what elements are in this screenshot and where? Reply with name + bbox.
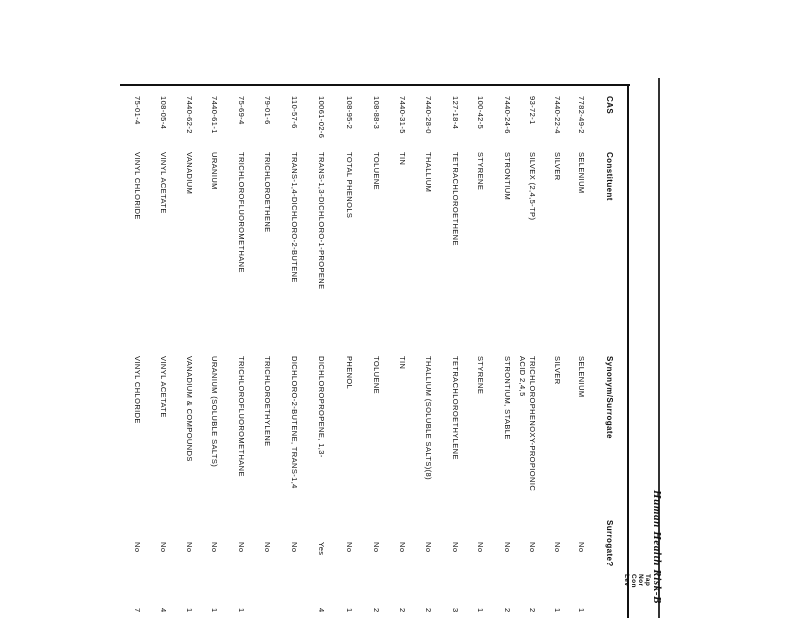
level-cell: 3 [451, 608, 460, 613]
column-header-level-line-2: Nor [637, 574, 644, 587]
constituent-cell: URANIUM [210, 152, 219, 190]
constituent-cell: TIN [398, 152, 407, 166]
surrogate-cell: No [577, 542, 586, 553]
level-cell: 2 [424, 608, 433, 613]
synonym-cell: VINYL CHLORIDE [133, 356, 142, 424]
cas-cell: 7440-31-5 [398, 96, 407, 134]
constituent-cell: SILVER [553, 152, 562, 181]
constituent-cell: TOLUENE [372, 152, 381, 191]
constituent-cell: VINYL ACETATE [159, 152, 168, 214]
cas-cell: 7440-22-4 [553, 96, 562, 134]
cas-cell: 100-42-5 [476, 96, 485, 130]
constituent-cell: TOTAL PHENOLS [345, 152, 354, 219]
constituent-cell: SELENIUM [577, 152, 586, 194]
level-cell: 2 [503, 608, 512, 613]
synonym-cell: PHENOL [345, 356, 354, 390]
synonym-cell: DICHLORO-2-BUTENE, TRANS-1,4 [290, 356, 299, 489]
cas-cell: 75-69-4 [237, 96, 246, 125]
synonym-cell: TRICHLOROPHENOXY-PROPIONIC [528, 356, 537, 492]
level-cell: 1 [577, 608, 586, 613]
cas-cell: 75-01-4 [133, 96, 142, 125]
synonym-cell: STYRENE [476, 356, 485, 395]
header-divider-rule [627, 84, 629, 618]
level-cell: 7 [133, 608, 142, 613]
level-cell: 2 [528, 608, 537, 613]
synonym-cell: SILVER [553, 356, 562, 385]
cas-cell: 7440-24-6 [503, 96, 512, 134]
column-header-level-line-3: Con [630, 574, 637, 588]
cas-cell: 7782-49-2 [577, 96, 586, 134]
surrogate-cell: No [451, 542, 460, 553]
synonym-cell: URANIUM (SOLUBLE SALTS) [210, 356, 219, 468]
surrogate-cell: No [398, 542, 407, 553]
synonym-cell: TOLUENE [372, 356, 381, 395]
constituent-cell: VINYL CHLORIDE [133, 152, 142, 220]
synonym-cell: DICHLOROPROPENE, 1,3- [317, 356, 326, 458]
constituent-cell: STRONTIUM [503, 152, 512, 201]
level-cell: 1 [476, 608, 485, 613]
constituent-cell: SILVEX (2,4,5-TP) [528, 152, 537, 221]
cas-cell: 7440-61-1 [210, 96, 219, 134]
cas-cell: 110-57-6 [290, 96, 299, 129]
surrogate-cell: No [345, 542, 354, 553]
synonym-cell: TRICHLOROFLUOROMETHANE [237, 356, 246, 477]
cas-cell: 93-72-1 [528, 96, 537, 125]
column-header-level-line-1: Tap [644, 574, 651, 587]
surrogate-cell: No [290, 542, 299, 553]
cas-cell: 7440-28-0 [424, 96, 433, 134]
surrogate-cell: No [263, 542, 272, 553]
constituent-cell: THALLIUM [424, 152, 433, 193]
synonym-cell: VINYL ACETATE [159, 356, 168, 418]
constituent-cell: TRANS-1,4-DICHLORO-2-BUTENE [290, 152, 299, 283]
surrogate-cell: No [424, 542, 433, 553]
table-top-rule [120, 84, 630, 86]
surrogate-cell: No [159, 542, 168, 553]
synonym-cell: THALLIUM (SOLUBLE SALTS)(8) [424, 356, 433, 481]
level-cell: 1 [553, 608, 562, 613]
level-cell: 2 [398, 608, 407, 613]
level-cell: 2 [372, 608, 381, 613]
surrogate-cell: Yes [317, 542, 326, 556]
level-cell: 1 [210, 608, 219, 613]
level-cell: 1 [237, 608, 246, 613]
column-header-synonym: Synonym/Surrogate [605, 356, 614, 439]
cas-cell: 127-18-4 [451, 96, 460, 130]
surrogate-cell: No [210, 542, 219, 553]
constituent-cell: TRANS-1,3-DICHLORO-1-PROPENE [317, 152, 326, 290]
surrogate-cell: No [528, 542, 537, 553]
cas-cell: 7440-62-2 [185, 96, 194, 134]
column-header-surrogate: Surrogate? [605, 520, 614, 567]
constituent-cell: TETRACHLOROETHENE [451, 152, 460, 246]
synonym-cell: STRONTIUM, STABLE [503, 356, 512, 440]
constituent-cell: TRICHLOROETHENE [263, 152, 272, 233]
surrogate-cell: No [237, 542, 246, 553]
level-cell: 1 [345, 608, 354, 613]
constituent-cell: STYRENE [476, 152, 485, 191]
column-header-level-line-4: Lev [623, 574, 630, 587]
synonym-cell: TRICHLOROETHYLENE [263, 356, 272, 447]
surrogate-cell: No [553, 542, 562, 553]
surrogate-cell: No [372, 542, 381, 553]
cas-cell: 108-95-2 [345, 96, 354, 130]
level-cell: 4 [317, 608, 326, 613]
column-header-cas: CAS [605, 96, 614, 115]
synonym-cell: SELENIUM [577, 356, 586, 398]
cas-cell: 108-05-4 [159, 96, 168, 130]
surrogate-cell: No [185, 542, 194, 553]
synonym-cell: TIN [398, 356, 407, 370]
cas-cell: 10061-02-6 [317, 96, 326, 139]
column-header-constituent: Constituent [605, 152, 614, 201]
constituent-cell: VANADIUM [185, 152, 194, 195]
surrogate-cell: No [476, 542, 485, 553]
level-cell: 1 [185, 608, 194, 613]
synonym-cell: VANADIUM & COMPOUNDS [185, 356, 194, 462]
synonym-cell: TETRACHLOROETHYLENE [451, 356, 460, 460]
constituent-cell: TRICHLOROFLUOROMETHANE [237, 152, 246, 273]
surrogate-cell: No [133, 542, 142, 553]
cas-cell: 108-88-3 [372, 96, 381, 130]
synonym-cell-continued: ACID 2,4,5 [518, 356, 527, 397]
page-title: Human Health Risk-B [651, 490, 663, 605]
cas-cell: 79-01-6 [263, 96, 272, 125]
surrogate-cell: No [503, 542, 512, 553]
level-cell: 4 [159, 608, 168, 613]
